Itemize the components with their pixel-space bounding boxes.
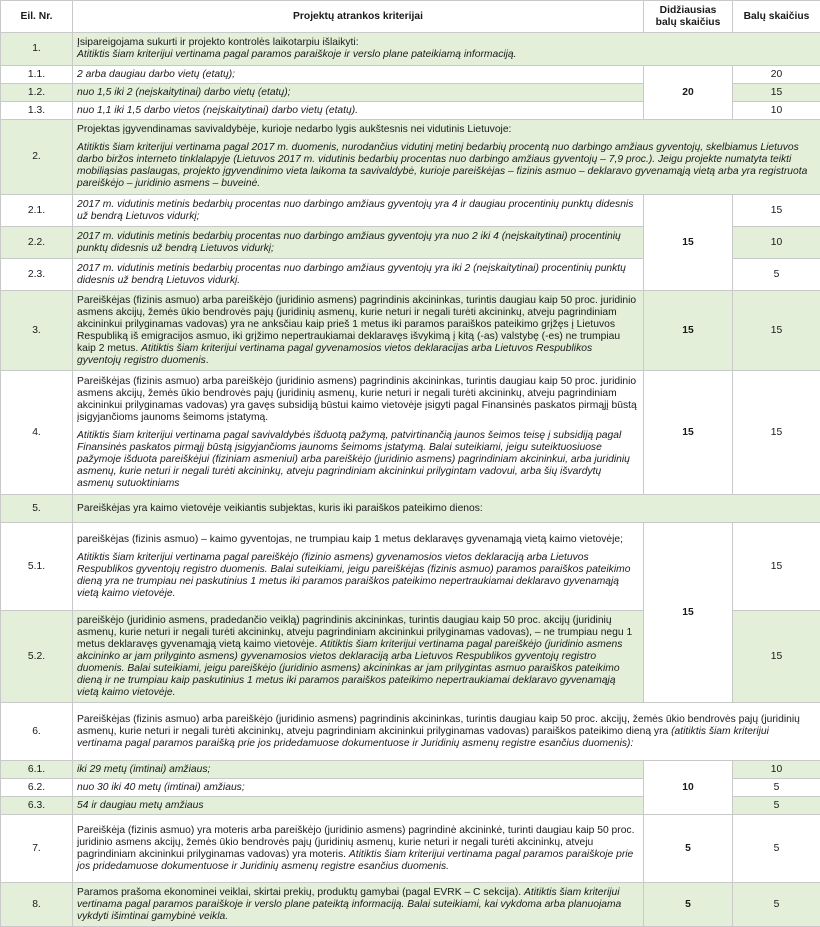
- points: 15: [733, 371, 820, 495]
- points: 5: [733, 259, 820, 291]
- row-number: 4.: [1, 371, 73, 495]
- criterion-text: Pareiškėjas (fizinis asmuo) arba pareiškėjo (juridinio asmens) pagrindinis akcininkas, turintis daugiau kaip 50 proc. akcijų, žemės ūkio bendrovės pajų (juridinių asmenų, kurie neturi ir negali turėti akcininkų, atveju pagrindiniam akcininkui prilyginamas vadovas) paraiškos pateikimo dieną yra (atitiktis šiam kriterijui vertinama pagal paramos paraišką prie jos pridedamuose dokumentuose ir Juridinių asmenų registre esančius duomenis):: [73, 703, 820, 761]
- row-number: 2.1.: [1, 195, 73, 227]
- points: 10: [733, 227, 820, 259]
- table-row: [1, 195, 820, 227]
- header-points: Balų skaičius: [733, 1, 820, 33]
- max-score: 15: [644, 371, 733, 495]
- table-row: [1, 703, 820, 761]
- max-score: 5: [644, 883, 733, 927]
- criterion-text: Pareiškėjas (fizinis asmuo) arba pareiškėjo (juridinio asmens) pagrindinis akcininkas, turintis daugiau kaip 50 proc. juridinio asmens akcijų, žemės ūkio bendrovės pajų (juridinių asmenų, kurie neturi ir negali turėti akcininkų, atveju pagrindiniam akcininkui prilyginamas vadovas) yra gavęs subsidiją būstui kaimo vietovėje įsigyti pagal Finansinės paskatos pirmąjį būstą įsigyjančioms jaunoms šeimoms įstatymą. Atitiktis šiam kriterijui vertinama pagal savivaldybės išduotą pažymą, patvirtinančią jaunos šeimos teisę į subsidiją pagal Finansinės paskatos pirmąjį būstą įsigyjančioms jaunoms šeimoms įstatymą. Balai suteikiami, jeigu suteiktuosiuose pažymoje išduota pareiškėjui (fiziniam asmeniui) arba pareiškėjo (juridinio asmens) pagrindiniam akcininkui, arba juridinių asmenų, kurie neturi ir negali turėti akcininkų, atveju pagrindiniam akcininkui prilygintam vadovui, arba šių išvardytų asmenų sutuoktiniams: [73, 371, 644, 495]
- header-nr: Eil. Nr.: [1, 1, 73, 33]
- criterion-text: 2017 m. vidutinis metinis bedarbių procentas nuo darbingo amžiaus gyventojų yra nuo 2 iki 4 (neįskaitytinai) procentinių punktų didesnis už bendrą Lietuvos vidurkį;: [73, 227, 644, 259]
- row-number: 2.: [1, 120, 73, 195]
- criterion-text: nuo 30 iki 40 metų (imtinai) amžiaus;: [73, 779, 644, 797]
- criterion-text: 54 ir daugiau metų amžiaus: [73, 797, 644, 815]
- max-score: 15: [644, 291, 733, 371]
- header-criteria: Projektų atrankos kriterijai: [73, 1, 644, 33]
- row-number: 1.2.: [1, 84, 73, 102]
- criterion-text: Įsipareigojama sukurti ir projekto kontrolės laikotarpiu išlaikyti: Atitiktis šiam kriterijui vertinama pagal paramos paraiškoje ir verslo plane pateikiamą informaciją.: [73, 33, 820, 66]
- points: 10: [733, 102, 820, 120]
- max-score: 5: [644, 815, 733, 883]
- points: 10: [733, 761, 820, 779]
- max-score: 15: [644, 523, 733, 703]
- points: 5: [733, 815, 820, 883]
- row-number: 1.3.: [1, 102, 73, 120]
- points: 15: [733, 611, 820, 703]
- criterion-text: 2 arba daugiau darbo vietų (etatų);: [73, 66, 644, 84]
- criterion-text: pareiškėjo (juridinio asmens, pradedančio veiklą) pagrindinis akcininkas, turintis daugiau kaip 50 proc. akcijų (juridinių asmenų, kurie neturi ir negali turėti akcininkų, atveju pagrindiniam akcininkui prilyginamas vadovas), – ne trumpiau negu 1 metus deklaravęs gyvenamąją vietą kaimo vietovėje. Atitiktis šiam kriterijui vertinama pagal pareiškėjo (juridinio asmens akcininko ar jam prilyginto asmens) gyvenamosios vietos deklaraciją arba Lietuvos Respublikos gyventojų registro duomenis. Balai suteikiami, jeigu pareiškėjo (juridinio asmens) akcininkas ar jam prilygintas asmuo paraiškos pateikimo dieną ir ne trumpiau kaip paskutinius 1 metus iki paramos paraiškos pateikimo nepertraukiamai deklaravo gyvenamąją vietą kaimo vietovėje.: [73, 611, 644, 703]
- row-number: 6.2.: [1, 779, 73, 797]
- row-number: 2.3.: [1, 259, 73, 291]
- table-row: [1, 291, 820, 371]
- table-row: [1, 815, 820, 883]
- row-number: 6.3.: [1, 797, 73, 815]
- table-row: [1, 761, 820, 779]
- points: 5: [733, 779, 820, 797]
- table-row: [1, 523, 820, 611]
- table-row: [1, 495, 820, 523]
- criterion-text: Pareiškėjas yra kaimo vietovėje veikiantis subjektas, kuris iki paraiškos pateikimo dienos:: [73, 495, 820, 523]
- points: 15: [733, 291, 820, 371]
- max-score: 20: [644, 66, 733, 120]
- row-number: 1.: [1, 33, 73, 66]
- row-number: 6.1.: [1, 761, 73, 779]
- criterion-text: iki 29 metų (imtinai) amžiaus;: [73, 761, 644, 779]
- row-number: 8.: [1, 883, 73, 927]
- criterion-text: nuo 1,1 iki 1,5 darbo vietos (neįskaitytinai) darbo vietų (etatų).: [73, 102, 644, 120]
- max-score: 15: [644, 195, 733, 291]
- criterion-text: 2017 m. vidutinis metinis bedarbių procentas nuo darbingo amžiaus gyventojų yra iki 2 (neįskaitytinai) procentinių punktų didesnis už bendrą Lietuvos vidurkį.: [73, 259, 644, 291]
- row-number: 1.1.: [1, 66, 73, 84]
- row-number: 2.2.: [1, 227, 73, 259]
- criterion-text: Projektas įgyvendinamas savivaldybėje, kurioje nedarbo lygis aukštesnis nei vidutinis Lietuvoje: Atitiktis šiam kriterijui vertinama pagal 2017 m. duomenis, nurodančius vidutinį metinį bedarbių procentą nuo darbingo amžiaus gyventojų, skelbiamus Lietuvos darbo biržos interneto tinklalapyje (Lietuvos 2017 m. vidutinis bedarbių procentas nuo darbingo amžiaus gyventojų – 7,9 proc.). Jeigu projekte numatyta teikti mobiliąsias paslaugas, projekto įgyvendinimo vieta laikoma ta savivaldybė, kurioje pareiškėjas – fizinis asmuo – deklaravo gyvenamąją vietą arba yra registruota pareiškėjo – juridinio asmens – buveinė.: [73, 120, 820, 195]
- criterion-text: 2017 m. vidutinis metinis bedarbių procentas nuo darbingo amžiaus gyventojų yra 4 ir daugiau procentinių punktų didesnis už bendrą Lietuvos vidurkį;: [73, 195, 644, 227]
- row-number: 6.: [1, 703, 73, 761]
- row-number: 3.: [1, 291, 73, 371]
- criterion-text: Pareiškėjas (fizinis asmuo) arba pareiškėjo (juridinio asmens) pagrindinis akcininkas, turintis daugiau kaip 50 proc. juridinio asmens akcijų, žemės ūkio bendrovės pajų (juridinių asmenų, kurie neturi ir negali turėti akcininkų, atveju pagrindiniam akcininkui prilyginamas vadovas) yra ne anksčiau kaip prieš 1 metus iki paramos paraiškos pateikimo grįžęs į Lietuvos Respubliką iš emigracijos asmuo, iki grįžimo nepertraukiamai deklaravęs išvykimą į kitą (-as) valstybę (-es) ne trumpiau kaip 2 metus. Atitiktis šiam kriterijui vertinama pagal gyvenamosios vietos deklaracijas arba Lietuvos Respublikos gyventojų registro duomenis.: [73, 291, 644, 371]
- row-number: 7.: [1, 815, 73, 883]
- header-max: Didžiausias balų skaičius: [644, 1, 733, 33]
- max-score: 10: [644, 761, 733, 815]
- points: 20: [733, 66, 820, 84]
- table-row: [1, 66, 820, 84]
- table-row: [1, 371, 820, 495]
- points: 5: [733, 883, 820, 927]
- row-number: 5.1.: [1, 523, 73, 611]
- criterion-text: Paramos prašoma ekonominei veiklai, skirtai prekių, produktų gamybai (pagal EVRK – C sekcija). Atitiktis šiam kriterijui vertinama pagal paramos paraiškoje ir verslo plane pateiktą informaciją. Balai suteikiami, kai vykdoma arba planuojama vykdyti išimtinai gamybinė veikla.: [73, 883, 644, 927]
- table-row: [1, 883, 820, 927]
- points: 15: [733, 523, 820, 611]
- points: 15: [733, 84, 820, 102]
- table-row: [1, 120, 820, 195]
- points: 5: [733, 797, 820, 815]
- row-number: 5.: [1, 495, 73, 523]
- criterion-text: nuo 1,5 iki 2 (neįskaitytinai) darbo vietų (etatų);: [73, 84, 644, 102]
- row-number: 5.2.: [1, 611, 73, 703]
- criterion-text: pareiškėjas (fizinis asmuo) – kaimo gyventojas, ne trumpiau kaip 1 metus deklaravęs gyvenamąją vietą kaimo vietovėje; Atitiktis šiam kriterijui vertinama pagal pareiškėjo (fizinio asmens) gyvenamosios vietos deklaraciją arba Lietuvos Respublikos gyventojų registro duomenis. Balai suteikiami, jeigu pareiškėjas (fizinis asmuo) paramos paraiškos pateikimo dieną yra ne trumpiau nei paskutinius 1 metus iki paramos paraiškos pateikimo nepertraukiamai deklaravo gyvenamąją vietą kaimo vietovėje.: [73, 523, 644, 611]
- table-row: [1, 33, 820, 66]
- points: 15: [733, 195, 820, 227]
- criterion-text: Pareiškėja (fizinis asmuo) yra moteris arba pareiškėjo (juridinio asmens) pagrindinė akcininkė, turinti daugiau kaip 50 proc. juridinio asmens akcijų, žemės ūkio bendrovės pajų (juridinių asmenų, kurie neturi ir negali turėti akcininkų, atveju pagrindiniam akcininkui prilyginamas vadovas) yra moteris. Atitiktis šiam kriterijui vertinama pagal paramos paraiškoje prie jos pridedamuose dokumentuose ir Juridinių asmenų registre esančius duomenis.: [73, 815, 644, 883]
